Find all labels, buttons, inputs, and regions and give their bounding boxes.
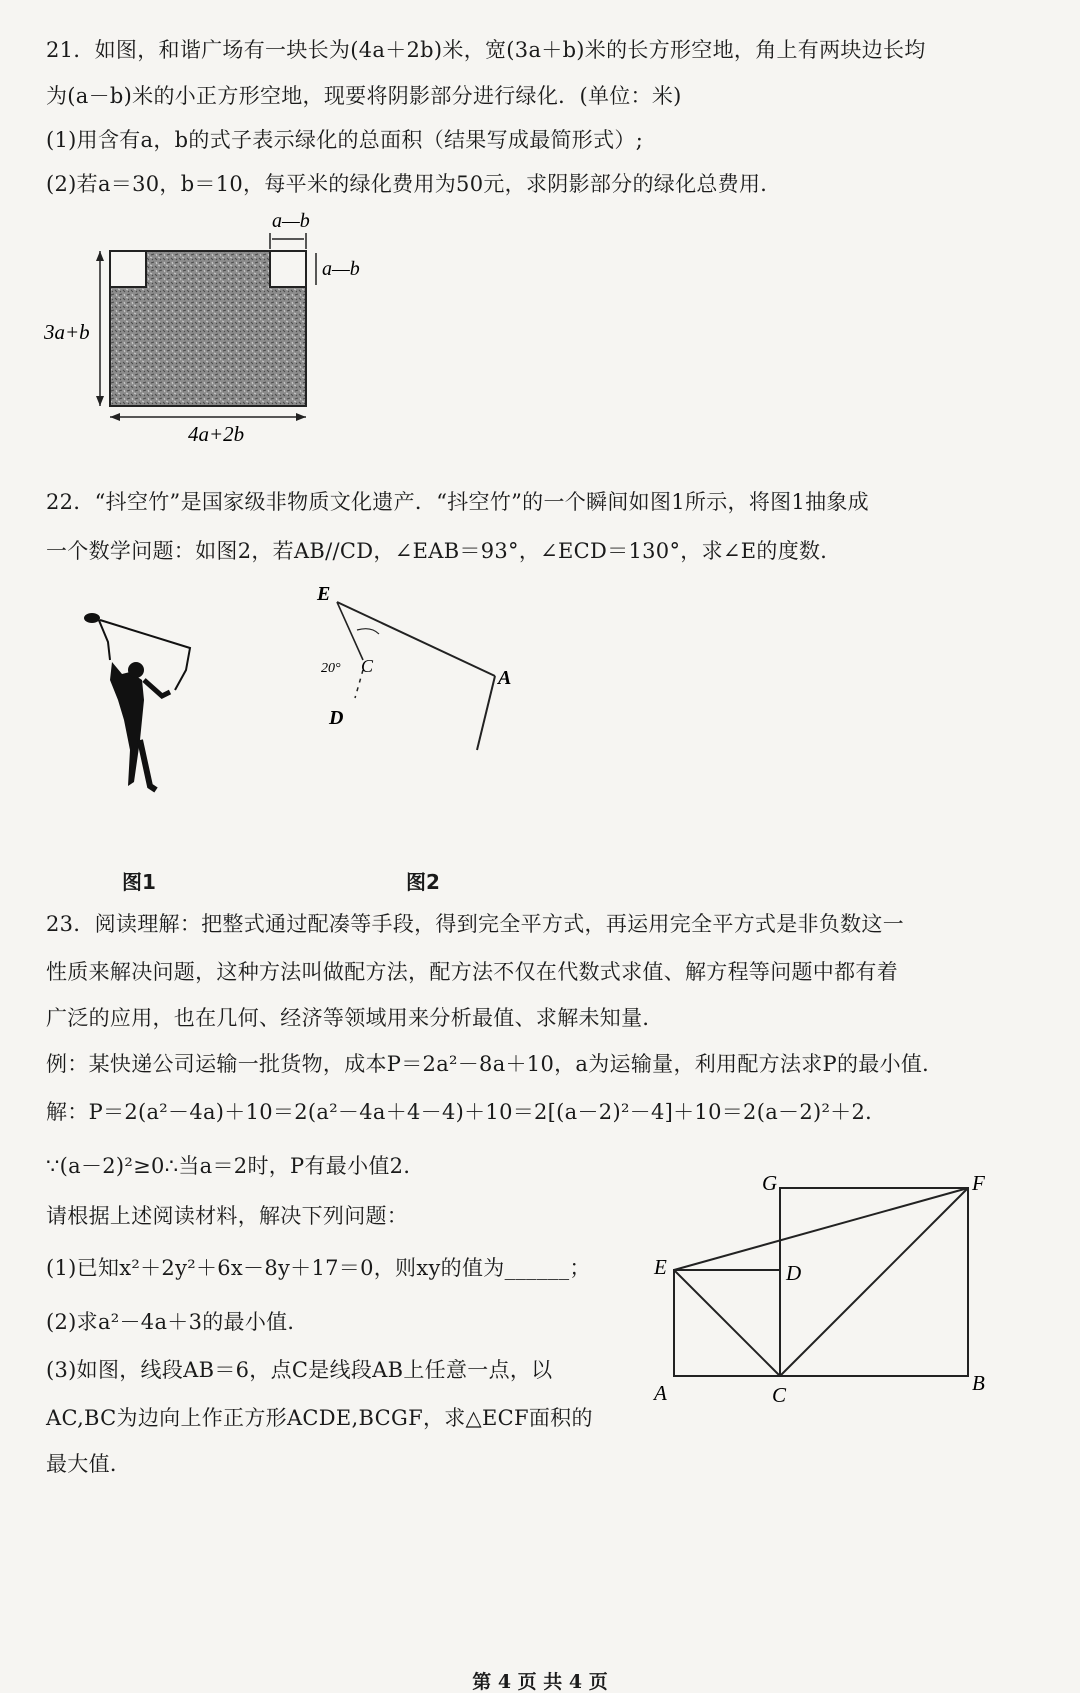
- q22-line2: 一个数学问题：如图2，若AB//CD，∠EAB＝93°，∠ECD＝130°，求∠E的度数．: [46, 539, 842, 563]
- q21-line2: 为(a－b)米的小正方形空地，现要将阴影部分进行绿化．(单位：米): [46, 84, 682, 108]
- q22-figure1-silhouette: [70, 600, 220, 800]
- q23-part2: (2)求a²－4a＋3的最小值．: [46, 1310, 309, 1334]
- q21-fig-label-top: a—b: [272, 210, 310, 232]
- q21-fig-label-width: 4a+2b: [188, 422, 245, 446]
- q23-geometry-figure: [650, 1170, 1010, 1410]
- q23-fig-point-b: B: [972, 1371, 985, 1395]
- q22-fig2-point-c: C: [361, 656, 374, 676]
- q23-part3b: AC,BC为边向上作正方形ACDE,BCGF，求△ECF面积的: [46, 1406, 593, 1430]
- q21-figure: [30, 205, 390, 475]
- q23-fig-point-a: A: [654, 1381, 667, 1405]
- q23-line2: 性质来解决问题，这种方法叫做配方法，配方法不仅在代数式求值、解方程等问题中都有着: [46, 960, 898, 984]
- q23-example: 例：某快递公司运输一批货物，成本P＝2a²－8a＋10，a为运输量，利用配方法求P的最小值．: [46, 1052, 944, 1076]
- q23-part3a: (3)如图，线段AB＝6，点C是线段AB上任意一点，以: [46, 1358, 553, 1382]
- q23-instruction: 请根据上述阅读材料，解决下列问题：: [46, 1204, 409, 1228]
- q23-line1: 23．阅读理解：把整式通过配凑等手段，得到完全平方式，再运用完全平方式是非负数这一: [46, 912, 905, 936]
- q23-fig-point-d: D: [786, 1261, 802, 1285]
- q22-fig2-point-e: E: [317, 583, 331, 605]
- corner-square-right: [270, 251, 306, 287]
- q22-fig2-angle-note: 20°: [321, 661, 341, 676]
- q21-fig-label-side: a—b: [322, 258, 360, 280]
- q23-because: ∵(a－2)²≥0∴当a＝2时，P有最小值2．: [46, 1154, 425, 1178]
- q22-line1: 22．“抖空竹”是国家级非物质文化遗产．“抖空竹”的一个瞬间如图1所示，将图1抽象成: [46, 490, 869, 514]
- q22-fig1-caption: 图1: [122, 870, 156, 894]
- q22-fig2-point-d: D: [329, 707, 344, 729]
- corner-square-left: [110, 251, 146, 287]
- q23-fig-point-f: F: [972, 1171, 985, 1195]
- q23-part3c: 最大值．: [46, 1452, 132, 1476]
- q22-figure2-diagram: [315, 580, 555, 760]
- q22-fig2-caption: 图2: [406, 870, 440, 894]
- q21-part1: (1)用含有a，b的式子表示绿化的总面积（结果写成最简形式）;: [46, 128, 644, 152]
- q23-part1: (1)已知x²＋2y²＋6x－8y＋17＝0，则xy的值为______；: [46, 1256, 591, 1280]
- q21-fig-label-height: 3a+b: [44, 320, 90, 344]
- q23-fig-point-g: G: [762, 1171, 778, 1195]
- q21-part2: (2)若a＝30，b＝10，每平米的绿化费用为50元，求阴影部分的绿化总费用．: [46, 172, 782, 196]
- q23-fig-point-c: C: [772, 1383, 787, 1407]
- q23-line3: 广泛的应用，也在几何、经济等领域用来分析最值、求解未知量．: [46, 1006, 664, 1030]
- q23-fig-point-e: E: [654, 1255, 667, 1279]
- q23-solution: 解：P＝2(a²－4a)＋10＝2(a²－4a＋4－4)＋10＝2[(a－2)²－4]＋10＝2(a－2)²＋2．: [46, 1100, 887, 1124]
- q22-fig2-point-a: A: [498, 667, 512, 689]
- q21-line1: 21．如图，和谐广场有一块长为(4a＋2b)米，宽(3a＋b)米的长方形空地，角上有两块边长均: [46, 38, 926, 62]
- page-footer: 第 4 页 共 4 页: [472, 1671, 608, 1693]
